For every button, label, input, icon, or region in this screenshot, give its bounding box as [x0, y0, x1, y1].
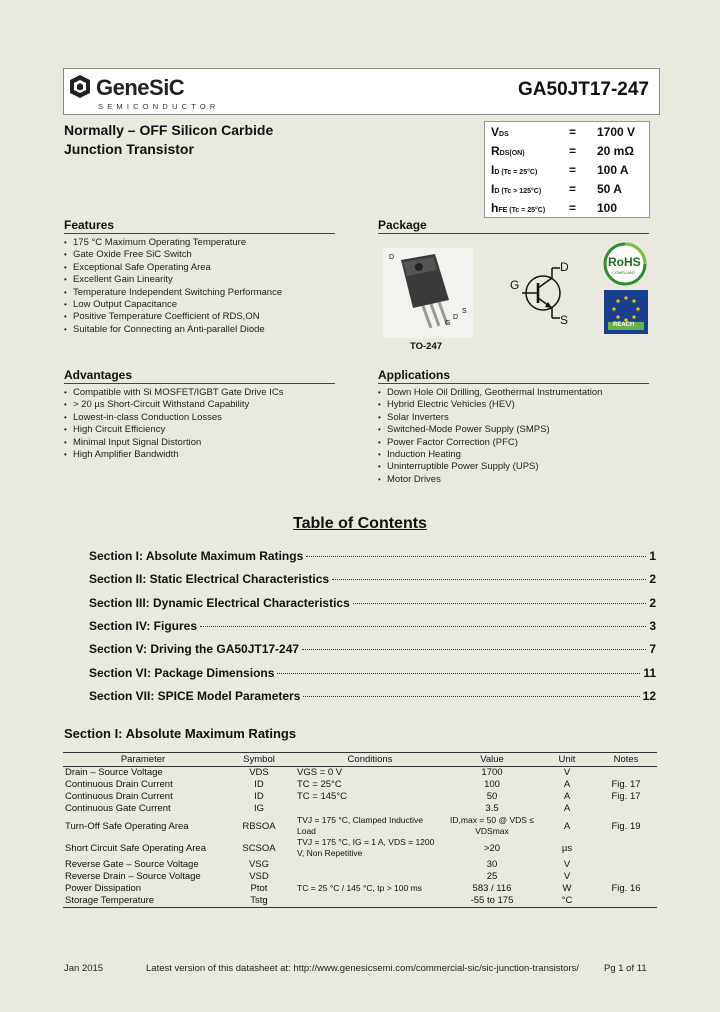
rohs-label: RoHS — [608, 255, 641, 269]
symbol-source-label: S — [560, 313, 569, 327]
column-header: Notes — [595, 753, 657, 767]
cell-unit: W — [562, 883, 572, 894]
cell-symbol: RBSOA — [242, 820, 276, 832]
cell-symbol: ID — [254, 791, 264, 802]
header-bar — [63, 68, 660, 115]
column-header: Value — [445, 753, 539, 767]
cell-conditions: TC = 25°C — [297, 779, 342, 790]
spec-symbol: I — [491, 163, 495, 177]
cell-conditions — [295, 859, 445, 871]
key-specs-box — [484, 121, 650, 218]
list-item: • Switched-Mode Power Supply (SMPS) — [378, 424, 649, 436]
cell-value: 50 — [486, 791, 498, 802]
cell-value: 30 — [486, 859, 498, 870]
list-item: • Gate Oxide Free SiC Switch — [64, 249, 335, 261]
cell-notes — [595, 803, 657, 815]
toc-entry-title[interactable]: Section II: Static Electrical Characteristics — [89, 572, 330, 586]
table-row — [63, 767, 657, 780]
cell-parameter: Turn-Off Safe Operating Area — [65, 820, 189, 832]
cell-parameter: Continuous Gate Current — [65, 803, 171, 814]
title-line-1: Normally – OFF Silicon Carbide — [64, 122, 274, 138]
spec-symbol: R — [491, 144, 500, 158]
cell-notes — [595, 859, 657, 871]
reach-badge — [604, 290, 648, 334]
cell-value: 100 — [484, 779, 500, 790]
spec-subscript: DS(ON) — [499, 150, 525, 157]
cell-unit: °C — [539, 895, 595, 908]
features-heading: Features — [64, 218, 335, 234]
pkg-pin-g-label: G — [445, 320, 451, 327]
footer-url[interactable]: Latest version of this datasheet at: http://www.genesicsemi.com/commercial-sic/sic-junction-transistors/ — [146, 963, 579, 974]
list-item: • Uninterruptible Power Supply (UPS) — [378, 461, 649, 473]
spec-symbol: I — [491, 182, 495, 196]
toc-entry-page: 2 — [649, 572, 656, 586]
footer-page: Pg 1 of 11 — [604, 963, 647, 974]
cell-unit: A — [563, 779, 571, 790]
toc-entry[interactable] — [89, 642, 656, 656]
cell-parameter: Reverse Drain – Source Voltage — [65, 871, 201, 882]
cell-unit: A — [563, 791, 571, 802]
logo-subtext: SEMICONDUCTOR — [98, 102, 220, 111]
transistor-symbol — [508, 258, 578, 328]
package-section — [378, 218, 649, 234]
list-item: • Induction Heating — [378, 449, 649, 461]
document-title — [64, 121, 273, 159]
pkg-pin-s-label: S — [462, 308, 467, 315]
toc-entry[interactable] — [89, 549, 656, 563]
advantages-section — [64, 368, 335, 461]
logo-wordmark: GeneSiC — [96, 75, 185, 100]
spec-equals: = — [569, 182, 577, 196]
toc-entry-title[interactable]: Section III: Dynamic Electrical Characteristics — [89, 596, 350, 610]
list-item: • Suitable for Connecting an Anti-parallel Diode — [64, 324, 335, 336]
list-item: • 175 °C Maximum Operating Temperature — [64, 237, 335, 249]
cell-unit: V — [563, 871, 571, 882]
applications-section — [378, 368, 649, 486]
spec-value: 100 — [597, 201, 618, 215]
cell-value: >20 — [483, 842, 501, 854]
toc-entry[interactable] — [89, 572, 656, 586]
cell-parameter: Short Circuit Safe Operating Area — [65, 842, 206, 854]
pkg-pin-d2-label: D — [453, 314, 459, 321]
table-header-row — [63, 753, 657, 767]
list-item: • Excellent Gain Linearity — [64, 274, 335, 286]
cell-symbol: VSD — [249, 871, 269, 882]
reach-label: REACH — [613, 322, 635, 328]
toc-entry-title[interactable]: Section V: Driving the GA50JT17-247 — [89, 642, 300, 656]
table-row — [63, 815, 657, 837]
toc-entry-page: 7 — [649, 642, 656, 656]
table-row — [63, 859, 657, 871]
spec-subscript: FE (Tc = 25°C) — [498, 207, 546, 214]
cell-symbol: Tstg — [223, 895, 295, 908]
toc-title: Table of Contents — [293, 515, 427, 532]
cell-value: 3.5 — [485, 803, 499, 814]
toc-entry-page: 12 — [642, 689, 656, 703]
list-item: • Down Hole Oil Drilling, Geothermal Instrumentation — [378, 387, 649, 399]
cell-conditions — [295, 871, 445, 883]
toc-entry[interactable] — [89, 666, 656, 680]
table-row — [63, 779, 657, 791]
list-item: • Positive Temperature Coefficient of RDS,ON — [64, 311, 335, 323]
table-row — [63, 883, 657, 895]
cell-unit: A — [563, 820, 571, 832]
toc-entry-title[interactable]: Section I: Absolute Maximum Ratings — [89, 549, 304, 563]
list-item: • Minimal Input Signal Distortion — [64, 437, 335, 449]
cell-symbol: Ptot — [250, 883, 268, 894]
toc-entry[interactable] — [89, 596, 656, 610]
cell-notes — [595, 871, 657, 883]
cell-unit: µs — [561, 842, 573, 854]
features-list — [64, 237, 335, 336]
cell-notes — [595, 767, 657, 780]
cell-parameter: Reverse Gate – Source Voltage — [65, 859, 199, 870]
cell-notes: Fig. 17 — [611, 791, 641, 802]
pkg-pin-d-label: D — [389, 254, 395, 261]
spec-value: 100 A — [597, 163, 629, 177]
advantages-list — [64, 387, 335, 461]
column-header: Symbol — [223, 753, 295, 767]
cell-notes: Fig. 19 — [611, 820, 641, 832]
applications-list — [378, 387, 649, 486]
genesic-logo — [68, 73, 238, 113]
package-label: TO-247 — [410, 341, 443, 352]
cell-unit: V — [563, 859, 571, 870]
cell-conditions: TC = 25 °C / 145 °C, tp > 100 ms — [297, 883, 422, 893]
spec-value: 50 A — [597, 182, 622, 196]
list-item: • > 20 µs Short-Circuit Withstand Capability — [64, 399, 335, 411]
spec-subscript: DS — [499, 131, 509, 138]
list-item: • High Circuit Efficiency — [64, 424, 335, 436]
table-row — [63, 837, 657, 859]
title-line-2: Junction Transistor — [64, 141, 194, 157]
list-item: • Low Output Capacitance — [64, 299, 335, 311]
list-item: • Power Factor Correction (PFC) — [378, 437, 649, 449]
toc-entry-page: 11 — [643, 666, 656, 680]
symbol-drain-label: D — [560, 260, 569, 274]
toc-entry-page: 3 — [649, 619, 656, 633]
applications-heading: Applications — [378, 368, 649, 384]
list-item: • Motor Drives — [378, 474, 649, 486]
cell-unit: V — [563, 767, 571, 778]
table-row — [63, 791, 657, 803]
cell-symbol: SCSOA — [242, 842, 276, 854]
list-item: • Lowest-in-class Conduction Losses — [64, 412, 335, 424]
cell-value: -55 to 175 — [445, 895, 539, 908]
section1-title: Section I: Absolute Maximum Ratings — [64, 726, 297, 741]
rohs-sub: COMPLIANT — [612, 270, 636, 275]
cell-conditions: VGS = 0 V — [297, 767, 343, 778]
spec-equals: = — [569, 201, 577, 215]
list-item: • Solar Inverters — [378, 412, 649, 424]
toc-entry[interactable] — [89, 689, 656, 703]
toc-entry[interactable] — [89, 619, 656, 633]
list-item: • Hybrid Electric Vehicles (HEV) — [378, 399, 649, 411]
toc-entry-title[interactable]: Section IV: Figures — [89, 619, 198, 633]
cell-symbol: ID — [254, 779, 264, 790]
toc-entry-title[interactable]: Section VI: Package Dimensions — [89, 666, 275, 680]
absolute-max-ratings-table — [63, 752, 657, 908]
features-section — [64, 218, 335, 336]
part-number: GA50JT17-247 — [518, 79, 649, 100]
spec-subscript: D (Tc > 125°C) — [494, 188, 542, 195]
cell-value: ID,max = 50 @ VDS ≤ VDSmax — [450, 815, 534, 836]
spec-equals: = — [569, 144, 577, 158]
cell-conditions — [295, 803, 445, 815]
advantages-heading: Advantages — [64, 368, 335, 384]
toc-entry-page: 2 — [649, 596, 656, 610]
table-row — [63, 871, 657, 883]
cell-parameter: Storage Temperature — [63, 895, 223, 908]
cell-symbol: IG — [253, 803, 265, 814]
cell-parameter: Continuous Drain Current — [65, 779, 173, 790]
cell-notes: Fig. 17 — [611, 779, 641, 790]
spec-subscript: D (Tc = 25°C) — [494, 169, 538, 176]
cell-symbol: VSG — [248, 859, 270, 870]
cell-value: 583 / 116 — [472, 883, 512, 894]
cell-unit: A — [563, 803, 571, 814]
footer-date: Jan 2015 — [64, 963, 104, 974]
cell-parameter: Continuous Drain Current — [65, 791, 173, 802]
spec-symbol: V — [491, 125, 500, 139]
list-item: • Temperature Independent Switching Performance — [64, 287, 335, 299]
cell-symbol: VDS — [249, 767, 269, 778]
spec-value: 1700 V — [597, 125, 636, 139]
cell-notes: Fig. 16 — [611, 883, 641, 894]
toc-entry-page: 1 — [649, 549, 656, 563]
cell-value: 25 — [486, 871, 498, 882]
cell-parameter: Power Dissipation — [65, 883, 142, 894]
cell-conditions: TC = 145°C — [297, 791, 348, 802]
rohs-badge — [602, 241, 648, 287]
table-row — [63, 803, 657, 815]
spec-symbol: h — [491, 201, 499, 215]
table-row — [63, 895, 657, 908]
symbol-gate-label: G — [510, 278, 520, 292]
to247-package-image — [383, 248, 473, 338]
cell-conditions: TVJ = 175 °C, Clamped Inductive Load — [297, 815, 424, 836]
cell-notes — [595, 837, 657, 859]
cell-value: 1700 — [481, 767, 503, 778]
list-item: • Compatible with Si MOSFET/IGBT Gate Drive ICs — [64, 387, 335, 399]
package-heading: Package — [378, 218, 649, 234]
cell-conditions: TVJ = 175 °C, IG = 1 A, VDS = 1200 V, Non Repetitive — [297, 837, 435, 858]
cell-notes — [595, 895, 657, 908]
column-header: Unit — [539, 753, 595, 767]
cell-parameter: Drain – Source Voltage — [65, 767, 163, 778]
spec-equals: = — [569, 125, 577, 139]
toc-entry-title[interactable]: Section VII: SPICE Model Parameters — [89, 689, 301, 703]
spec-value: 20 mΩ — [597, 144, 634, 158]
list-item: • High Amplifier Bandwidth — [64, 449, 335, 461]
spec-equals: = — [569, 163, 577, 177]
column-header: Conditions — [295, 753, 445, 767]
list-item: • Exceptional Safe Operating Area — [64, 262, 335, 274]
cell-conditions — [295, 895, 445, 908]
column-header: Parameter — [63, 753, 223, 767]
